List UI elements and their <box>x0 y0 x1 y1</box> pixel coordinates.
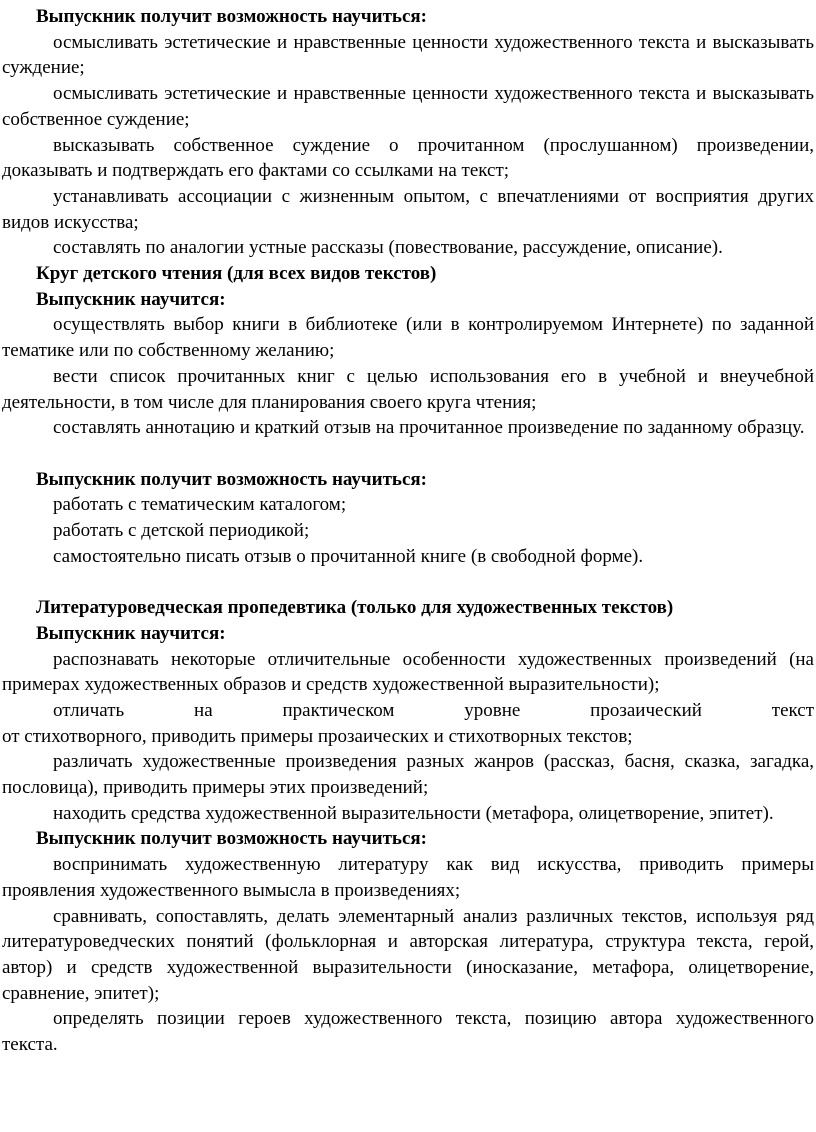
list-item-paragraph: сравнивать, сопоставлять, делать элементарный анализ различных текстов, используя ряд литературоведческих понятий (фольклорная и авторская литература, структура текста, герой, автор) и средств художественной выразительности (иносказание, метафора, олицетворение, сравнение, эпитет); <box>2 905 814 1004</box>
blank-line <box>2 569 814 595</box>
list-item-paragraph: составлять аннотацию и краткий отзыв на прочитанное произведение по заданному образцу. <box>53 417 805 439</box>
list-item-paragraph: работать с тематическим каталогом; <box>53 494 347 516</box>
section-heading: Выпускник научится: <box>36 288 226 310</box>
section-heading: Круг детского чтения (для всех видов текстов) <box>36 263 437 285</box>
list-item-paragraph: воспринимать художественную литературу как вид искусства, приводить примеры проявления художественного вымысла в произведениях; <box>2 854 814 901</box>
list-item-paragraph: высказывать собственное суждение о прочитанном (прослушанном) произведении, доказывать и подтверждать его фактами со ссылками на текст; <box>2 134 814 182</box>
list-item-paragraph: находить средства художественной выразительности (метафора, олицетворение, эпитет). <box>53 802 774 824</box>
section-heading: Выпускник получит возможность научиться: <box>36 468 428 490</box>
list-item-paragraph: распознавать некоторые отличительные особенности художественных произведений (на примерах художественных образов и средств художественной выразительности); <box>2 648 814 696</box>
list-item-paragraph: осмысливать эстетические и нравственные ценности художественного текста и высказывать суждение; <box>2 31 814 79</box>
section-heading: Выпускник получит возможность научиться: <box>36 828 428 850</box>
list-item-paragraph: осмысливать эстетические и нравственные ценности художественного текста и высказывать собственное суждение; <box>2 83 814 130</box>
list-item-paragraph: работать с детской периодикой; <box>53 520 310 542</box>
list-item-paragraph: устанавливать ассоциации с жизненным опытом, с впечатлениями от восприятия других видов искусства; <box>2 185 814 233</box>
list-item-paragraph: различать художественные произведения разных жанров (рассказ, басня, сказка, загадка, пословица), приводить примеры этих произведений; <box>2 751 814 799</box>
blank-line <box>2 441 814 467</box>
list-item-paragraph: от стихотворного, приводить примеры прозаических и стихотворных текстов; <box>2 725 633 747</box>
section-heading: Выпускник получит возможность научиться: <box>36 6 428 27</box>
list-item-paragraph: самостоятельно писать отзыв о прочитанной книге (в свободной форме). <box>53 545 644 567</box>
section-heading: Выпускник научится: <box>36 622 226 644</box>
list-item-paragraph: осуществлять выбор книги в библиотеке (или в контролируемом Интернете) по заданной тематике или по собственному желанию; <box>2 314 814 362</box>
list-item-paragraph: вести список прочитанных книг с целью использования его в учебной и внеучебной деятельности, в том числе для планирования своего круга чтения; <box>2 365 814 413</box>
list-item-paragraph: определять позиции героев художественного текста, позицию автора художественного текста. <box>2 1008 814 1056</box>
list-item-paragraph: отличать на практическом уровне прозаический текст <box>53 699 814 721</box>
list-item-paragraph: составлять по аналогии устные рассказы (повествование, рассуждение, описание). <box>53 237 723 259</box>
section-heading: Литературоведческая пропедевтика (только для художественных текстов) <box>36 597 674 619</box>
